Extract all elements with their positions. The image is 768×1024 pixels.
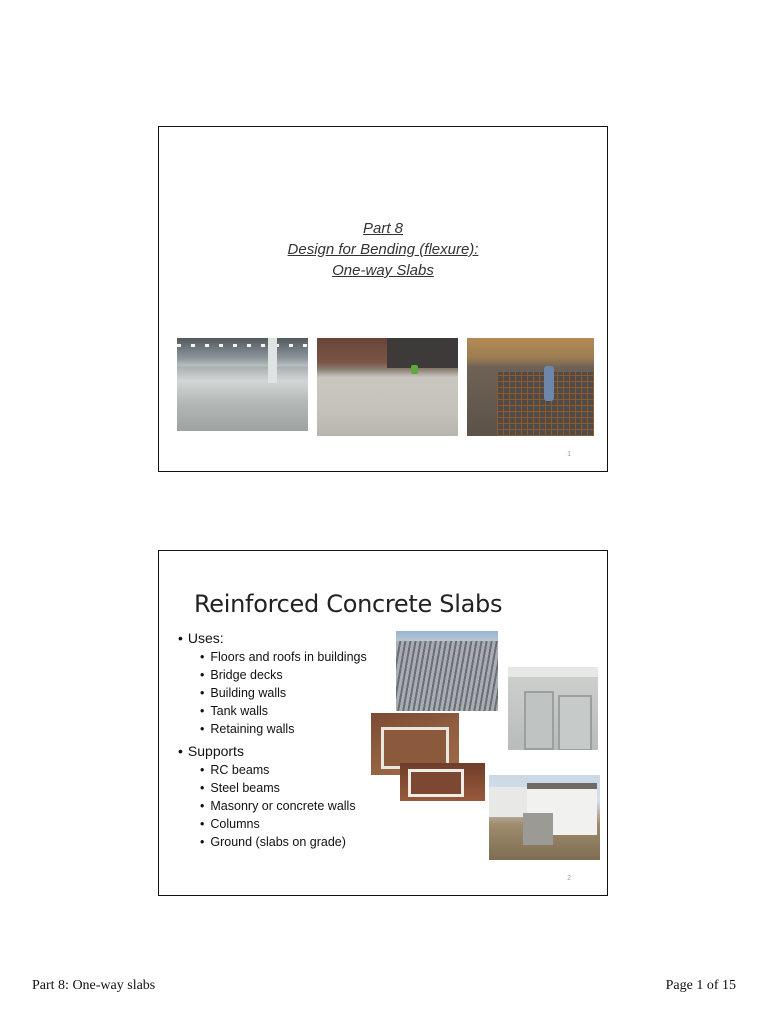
uses-heading: • Uses: [178, 629, 367, 648]
slide-2 [158, 550, 608, 896]
list-item: • Floors and roofs in buildings [178, 648, 367, 666]
slide-number: 1 [567, 451, 571, 458]
supports-heading: • Supports [178, 742, 367, 761]
retaining-wall-photo-2 [400, 763, 485, 801]
footer-title: Part 8: One-way slabs [32, 978, 156, 993]
house-retaining-wall-photo [489, 775, 600, 860]
list-item: • Tank walls [178, 702, 367, 720]
list-item: • RC beams [178, 761, 367, 779]
list-item: • Building walls [178, 684, 367, 702]
page-number: Page 1 of 15 [665, 978, 736, 993]
list-item: • Bridge decks [178, 666, 367, 684]
slide-1 [158, 126, 608, 472]
slide-1-title-line: Design for Bending (flexure): [287, 241, 479, 258]
rebar-mat-photo [467, 338, 594, 436]
concrete-pour-photo [317, 338, 458, 436]
slide-2-title: Reinforced Concrete Slabs [194, 590, 503, 618]
warehouse-floor-photo [177, 338, 308, 431]
slide-number: 2 [567, 875, 571, 882]
list-item: • Retaining walls [178, 720, 367, 738]
slide-1-title-line: Part 8 [362, 220, 404, 237]
bridge-deck-photo [396, 631, 498, 711]
slide-1-title [159, 218, 607, 281]
bullet-list [178, 629, 367, 851]
slide-1-title-line: One-way Slabs [332, 262, 434, 279]
list-item: • Masonry or concrete walls [178, 797, 367, 815]
tank-walls-photo [508, 667, 598, 750]
list-item: • Steel beams [178, 779, 367, 797]
list-item: • Columns [178, 815, 367, 833]
list-item: • Ground (slabs on grade) [178, 833, 367, 851]
